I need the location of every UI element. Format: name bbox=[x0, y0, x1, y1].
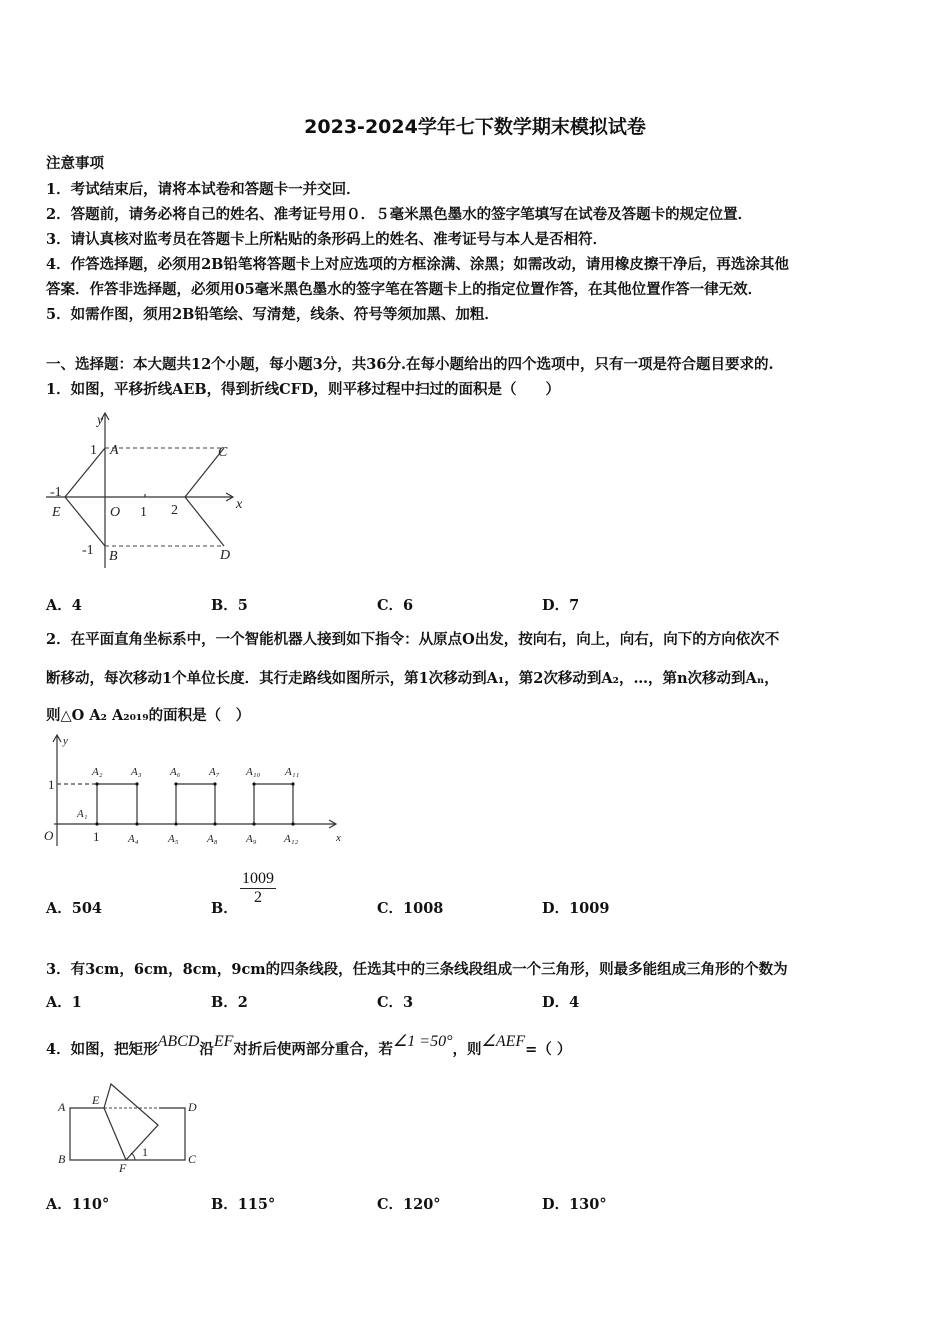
figure-label: A₁₁ bbox=[285, 766, 300, 778]
math-angle-1: ∠1 =50° bbox=[392, 1033, 453, 1050]
math-abcd: ABCD bbox=[157, 1033, 200, 1050]
stem-text: 沿 bbox=[199, 1041, 214, 1058]
figure-label: 1 bbox=[48, 777, 55, 792]
math-ef: EF bbox=[213, 1033, 234, 1050]
figure-label: A₄ bbox=[128, 833, 139, 845]
figure-label: 1 bbox=[142, 1145, 148, 1159]
option-c[interactable]: C．1008 bbox=[377, 900, 444, 917]
figure-label: B bbox=[58, 1152, 66, 1166]
stem-text: 4．如图，把矩形 bbox=[46, 1041, 158, 1058]
question-2-stem: 2．在平面直角坐标系中，一个智能机器人接到如下指令：从原点O出发，按向右，向上，向右，向下的方向依次不 bbox=[46, 631, 780, 648]
figure-label: y bbox=[97, 413, 104, 428]
figure-label: A₅ bbox=[168, 833, 179, 845]
question-3-stem: 3．有3cm，6cm，8cm，9cm的四条线段，任选其中的三条线段组成一个三角形，则最多能组成三角形的个数为 bbox=[46, 961, 788, 978]
fraction-1009-over-2 bbox=[240, 870, 276, 907]
figure-label: 1 bbox=[93, 829, 100, 844]
option-c[interactable]: C．6 bbox=[377, 597, 414, 614]
notice-item: 答案．作答非选择题，必须用05毫米黑色墨水的签字笔在答题卡上的指定位置作答，在其他位置作答一律无效． bbox=[46, 281, 763, 298]
notice-item: 1．考试结束后，请将本试卷和答题卡一并交回． bbox=[46, 181, 361, 198]
option-c[interactable]: C．3 bbox=[377, 994, 414, 1011]
notice-item: 3．请认真核对监考员在答题卡上所粘贴的条形码上的姓名、准考证号与本人是否相符． bbox=[46, 231, 608, 248]
figure-label: B bbox=[109, 549, 118, 564]
figure-label: A₇ bbox=[209, 766, 220, 778]
fraction-denominator: 2 bbox=[254, 889, 262, 906]
figure-label: 1 bbox=[140, 505, 147, 520]
figure-label: E bbox=[52, 505, 61, 520]
option-d[interactable]: D．1009 bbox=[542, 900, 610, 917]
figure-label: A₃ bbox=[131, 766, 142, 778]
notice-item: 2．答题前，请务必将自己的姓名、准考证号用０．５毫米黑色墨水的签字笔填写在试卷及答题卡的规定位置． bbox=[46, 206, 753, 223]
figure-label: C bbox=[218, 445, 228, 460]
figure-label: -1 bbox=[50, 485, 62, 500]
figure-label: A bbox=[110, 443, 119, 458]
option-d[interactable]: D．4 bbox=[542, 994, 580, 1011]
option-a[interactable]: A．4 bbox=[46, 597, 82, 614]
question-4-stem bbox=[46, 1033, 572, 1059]
stem-text: =（ ） bbox=[525, 1041, 572, 1058]
figure-label: D bbox=[220, 548, 231, 563]
stem-text: ，则 bbox=[452, 1041, 482, 1058]
figure-label: A₁ bbox=[77, 808, 88, 820]
option-b[interactable]: B． bbox=[211, 900, 238, 917]
option-c[interactable]: C．120° bbox=[377, 1196, 441, 1213]
stem-text: 对折后使两部分重合，若 bbox=[233, 1041, 393, 1058]
figure-label: A₁₂ bbox=[284, 833, 299, 845]
figure-label: 2 bbox=[171, 503, 178, 518]
figure-label: x bbox=[236, 497, 243, 512]
question-4-figure bbox=[52, 1078, 212, 1176]
math-angle-aef: ∠AEF bbox=[481, 1033, 526, 1050]
figure-label: O bbox=[110, 505, 121, 520]
question-2-figure bbox=[40, 732, 350, 850]
question-2-stem: 则△O A₂ A₂₀₁₉的面积是（ ） bbox=[46, 707, 251, 724]
option-d[interactable]: D．130° bbox=[542, 1196, 607, 1213]
figure-label: O bbox=[44, 828, 54, 843]
fraction-numerator: 1009 bbox=[242, 870, 274, 887]
figure-label: -1 bbox=[82, 543, 94, 558]
figure-label: y bbox=[63, 735, 68, 747]
figure-label: C bbox=[188, 1152, 197, 1166]
figure-label: A bbox=[58, 1100, 66, 1114]
option-a[interactable]: A．110° bbox=[46, 1196, 110, 1213]
figure-label: D bbox=[188, 1100, 197, 1114]
question-2-stem: 断移动，每次移动1个单位长度．其行走路线如图所示，第1次移动到A₁，第2次移动到A₂，…，第n次移动到Aₙ， bbox=[46, 670, 779, 687]
figure-label: x bbox=[336, 832, 341, 844]
option-b[interactable]: B．5 bbox=[211, 597, 248, 614]
option-b[interactable]: B．115° bbox=[211, 1196, 276, 1213]
figure-label: F bbox=[119, 1161, 127, 1175]
notice-item: 4．作答选择题，必须用2B铅笔将答题卡上对应选项的方框涂满、涂黑；如需改动，请用橡皮擦干净后，再选涂其他 bbox=[46, 256, 789, 273]
option-a[interactable]: A．504 bbox=[46, 900, 103, 917]
figure-label: 1 bbox=[90, 443, 97, 458]
figure-label: A₁₀ bbox=[246, 766, 261, 778]
section-heading: 一、选择题：本大题共12个小题，每小题3分，共36分.在每小题给出的四个选项中，只有一项是符合题目要求的. bbox=[46, 356, 774, 373]
option-a[interactable]: A．1 bbox=[46, 994, 82, 1011]
notice-item: 5．如需作图，须用2B铅笔绘、写清楚，线条、符号等须加黑、加粗． bbox=[46, 306, 499, 323]
figure-label: E bbox=[92, 1093, 100, 1107]
figure-label: A₈ bbox=[207, 833, 218, 845]
figure-label: A₉ bbox=[246, 833, 257, 845]
page-title: 2023-2024学年七下数学期末模拟试卷 bbox=[304, 116, 646, 138]
figure-label: A₂ bbox=[92, 766, 103, 778]
option-b[interactable]: B．2 bbox=[211, 994, 248, 1011]
option-d[interactable]: D．7 bbox=[542, 597, 580, 614]
question-1-figure bbox=[40, 408, 250, 573]
figure-label: A₆ bbox=[170, 766, 181, 778]
notice-heading: 注意事项 bbox=[46, 155, 104, 172]
question-1-stem: 1．如图，平移折线AEB，得到折线CFD，则平移过程中扫过的面积是（ ） bbox=[46, 381, 561, 398]
